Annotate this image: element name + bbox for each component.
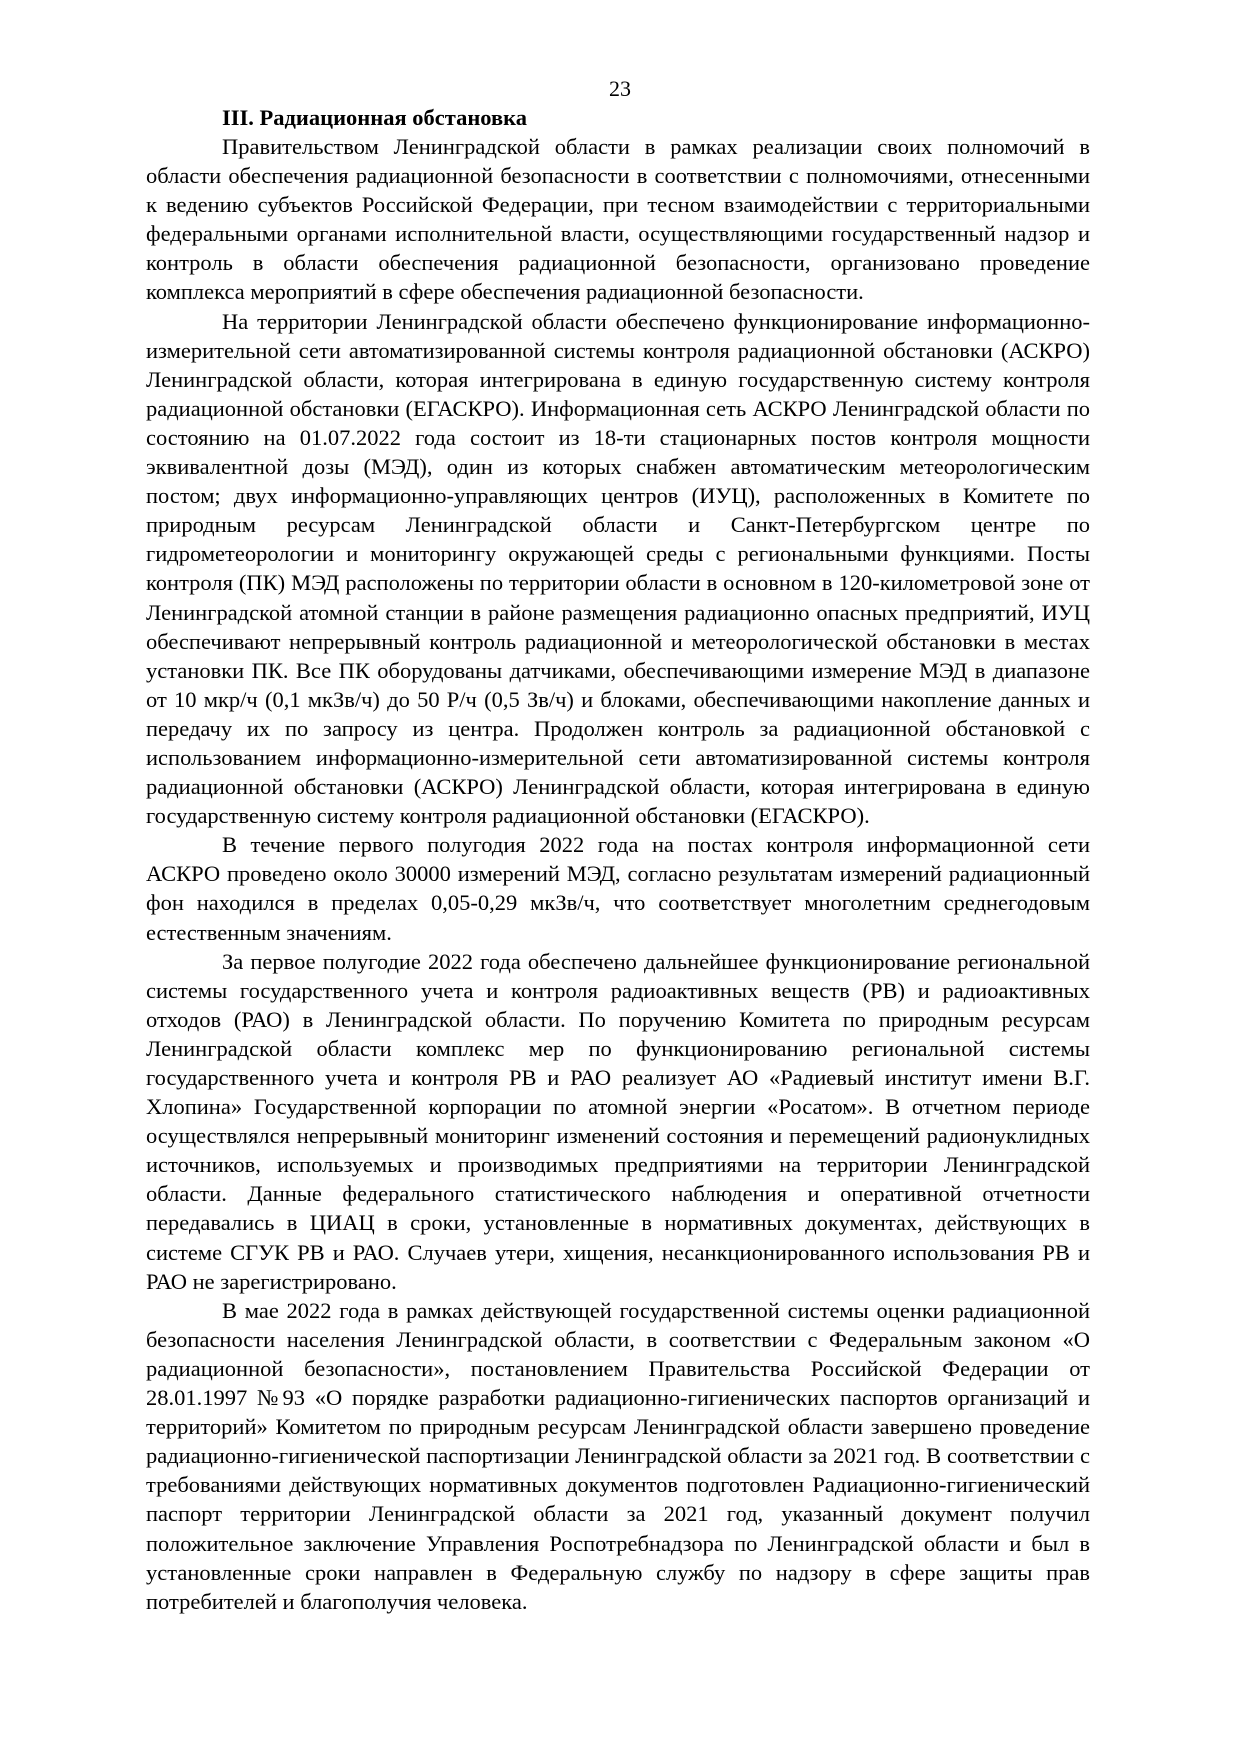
page-number: 23	[609, 76, 631, 101]
section-title: III. Радиационная обстановка	[222, 105, 528, 130]
paragraph-intro: Правительством Ленинградской области в рамках реализации своих полномочий в области обеспечения радиационной безопасности в соответствии с полномочиями, отнесенными к ведению субъектов Российской Федерации, при тесном взаимодействии с территориальными федеральными органами исполнительной власти, осуществляющими государственный надзор и контроль в области обеспечения радиационной безопасности, организовано проведение комплекса мероприятий в сфере обеспечения радиационной безопасности.	[146, 134, 1090, 305]
paragraph-askro-network: На территории Ленинградской области обеспечено функционирование информационно-измерительной сети автоматизированной системы контроля радиационной обстановки (АСКРО) Ленинградской области, которая интегрирована в единую государственную систему контроля радиационной обстановки (ЕГАСКРО). Информационная сеть АСКРО Ленинградской области по состоянию на 01.07.2022 года состоит из 18-ти стационарных постов контроля мощности эквивалентной дозы (МЭД), один из которых снабжен автоматическим метеорологическим постом; двух информационно-управляющих центров (ИУЦ), расположенных в Комитете по природным ресурсам Ленинградской области и Санкт-Петербургском центре по гидрометеорологии и мониторингу окружающей среды с региональными функциями. Посты контроля (ПК) МЭД расположены по территории области в основном в 120-километровой зоне от Ленинградской атомной станции в районе размещения радиационно опасных предприятий, ИУЦ обеспечивают непрерывный контроль радиационной и метеорологической обстановки в местах установки ПК. Все ПК оборудованы датчиками, обеспечивающими измерение МЭД в диапазоне от 10 мкр/ч (0,1 мкЗв/ч) до 50 Р/ч (0,5 Зв/ч) и блоками, обеспечивающими накопление данных и передачу их по запросу из центра. Продолжен контроль за радиационной обстановкой с использованием информационно-измерительной сети автоматизированной системы контроля радиационной обстановки (АСКРО) Ленинградской области, которая интегрирована в единую государственную систему контроля радиационной обстановки (ЕГАСКРО).	[146, 308, 1090, 829]
document-body	[146, 103, 1090, 1616]
paragraph-hygienic-passport: В мае 2022 года в рамках действующей государственной системы оценки радиационной безопасности населения Ленинградской области, в соответствии с Федеральным законом «О радиационной безопасности», постановлением Правительства Российской Федерации от 28.01.1997 №93 «О порядке разработки радиационно-гигиенических паспортов организаций и территорий» Комитетом по природным ресурсам Ленинградской области завершено проведение радиационно-гигиенической паспортизации Ленинградской области за 2021 год. В соответствии с требованиями действующих нормативных документов подготовлен Радиационно-гигиенический паспорт территории Ленинградской области за 2021 год, указанный документ получил положительное заключение Управления Роспотребнадзора по Ленинградской области и был в установленные сроки направлен в Федеральную службу по надзору в сфере защиты прав потребителей и благополучия человека.	[146, 1297, 1090, 1614]
paragraph-accounting-system: За первое полугодие 2022 года обеспечено дальнейшее функционирование региональной системы государственного учета и контроля радиоактивных веществ (РВ) и радиоактивных отходов (РАО) в Ленинградской области. По поручению Комитета по природным ресурсам Ленинградской области комплекс мер по функционированию региональной системы государственного учета и контроля РВ и РАО реализует АО «Радиевый институт имени В.Г. Хлопина» Государственной корпорации по атомной энергии «Росатом». В отчетном периоде осуществлялся непрерывный мониторинг изменений состояния и перемещений радионуклидных источников, используемых и производимых предприятиями на территории Ленинградской области. Данные федерального статистического наблюдения и оперативной отчетности передавались в ЦИАЦ в сроки, установленные в нормативных документах, действующих в системе СГУК РВ и РАО. Случаев утери, хищения, несанкционированного использования РВ и РАО не зарегистрировано.	[146, 948, 1090, 1294]
paragraph-measurements: В течение первого полугодия 2022 года на постах контроля информационной сети АСКРО проведено около 30000 измерений МЭД, согласно результатам измерений радиационный фон находился в пределах 0,05-0,29 мкЗв/ч, что соответствует многолетним среднегодовым естественным значениям.	[146, 832, 1090, 945]
